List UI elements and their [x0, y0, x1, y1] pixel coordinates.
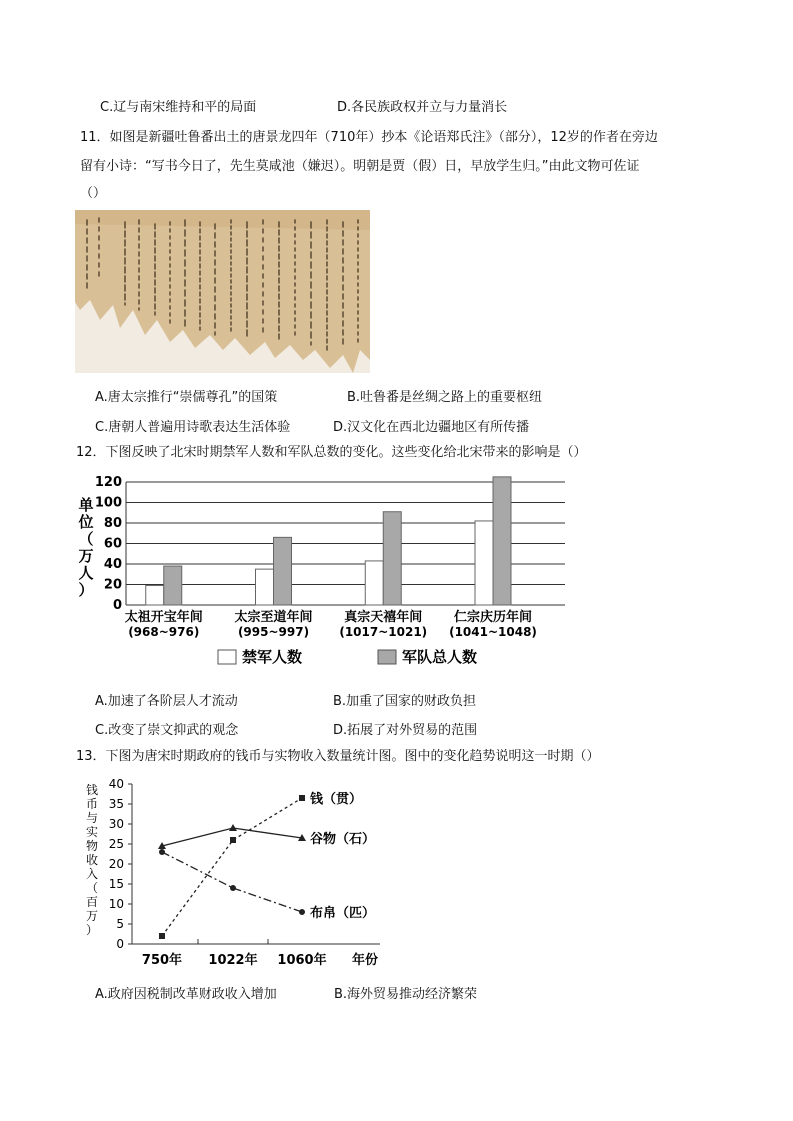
bar-y-tick-label: 80 [103, 516, 122, 531]
bar-total [383, 512, 401, 605]
q11-stem-line1: 11．如图是新疆吐鲁番出土的唐景龙四年（710年）抄本《论语郑氏注》（部分），12岁的作者在旁边 [80, 130, 658, 145]
option-c-prev: C.辽与南宋维持和平的局面 [100, 100, 257, 115]
bar-y-tick-label: 40 [103, 557, 122, 572]
line-series-0 [162, 798, 302, 936]
line-series-2 [162, 852, 302, 912]
bar-y-axis-title-char: ） [78, 581, 94, 599]
bar-jinjun [146, 586, 164, 605]
q11-stem-line2: 留有小诗：“写书今日了，先生莫咸池（嫌迟）。明朝是贾（假）日，早放学生归。”由此文物可佐证 [80, 159, 640, 174]
q12-option-c: C.改变了崇文抑武的观念 [95, 723, 239, 738]
line-point-square [159, 933, 165, 939]
bar-category-label: 真宗天禧年间 [344, 610, 423, 625]
bar-category-label: 太宗至道年间 [234, 610, 313, 625]
line-x-axis-title: 年份 [352, 953, 379, 968]
bar-jinjun [475, 521, 493, 605]
q13-stem: 13．下图为唐宋时期政府的钱币与实物收入数量统计图。图中的变化趋势说明这一时期（） [76, 749, 600, 764]
manuscript-image [75, 210, 370, 373]
line-y-axis-title-char: 物 [85, 839, 99, 853]
line-y-tick-label: 35 [108, 797, 124, 811]
bar-category-years: (1041~1048) [449, 625, 537, 639]
line-y-axis-title-char: 钱 [85, 783, 99, 797]
q11-option-c: C.唐朝人普遍用诗歌表达生活体验 [95, 420, 291, 435]
line-y-axis-title-char: 实 [85, 825, 99, 839]
bar-y-tick-label: 120 [94, 475, 122, 490]
line-x-tick-label: 1060年 [277, 953, 327, 968]
line-series-label: 谷物（石） [310, 832, 376, 847]
line-point-circle [299, 909, 305, 915]
bar-y-axis-title-char: （ [78, 530, 94, 548]
line-x-tick-label: 750年 [141, 953, 183, 968]
line-y-axis-title-char: ） [85, 923, 99, 937]
q11-stem-line3: （） [80, 186, 107, 201]
line-y-axis-title-char: 币 [85, 797, 99, 811]
q12-option-b: B.加重了国家的财政负担 [333, 694, 477, 709]
line-point-circle [159, 849, 165, 855]
bar-jinjun [256, 569, 274, 605]
option-d-prev: D.各民族政权并立与力量消长 [337, 100, 508, 115]
line-y-axis-title-char: 收 [85, 853, 99, 867]
q11-option-a: A.唐太宗推行“崇儒尊孔”的国策 [95, 390, 278, 405]
bar-category-label: 太祖开宝年间 [124, 610, 203, 625]
q12-stem: 12．下图反映了北宋时期禁军人数和军队总数的变化。这些变化给北宋带来的影响是（） [76, 445, 587, 460]
line-point-square [230, 837, 236, 843]
bar-y-tick-label: 60 [103, 536, 122, 552]
q12-option-d: D.拓展了对外贸易的范围 [333, 723, 478, 738]
q13-option-b: B.海外贸易推动经济繁荣 [334, 987, 478, 1002]
line-y-tick-label: 25 [108, 837, 124, 851]
line-point-circle [230, 885, 236, 891]
line-y-axis-title-char: 百 [85, 895, 99, 909]
line-y-tick-label: 0 [116, 937, 124, 951]
q13-option-a: A.政府因税制改革财政收入增加 [95, 987, 277, 1002]
bar-y-axis-title-char: 人 [78, 564, 94, 582]
line-y-axis-title-char: 与 [85, 811, 99, 825]
legend-label-total: 军队总人数 [402, 648, 478, 666]
bar-y-axis-title-char: 位 [78, 513, 94, 531]
line-y-tick-label: 15 [108, 877, 124, 891]
line-y-tick-label: 10 [108, 897, 124, 911]
line-series-label: 钱（贯） [310, 792, 363, 807]
bar-jinjun [365, 561, 383, 605]
line-series-label: 布帛（匹） [310, 906, 376, 921]
bar-total [274, 537, 292, 605]
line-y-tick-label: 30 [108, 817, 124, 831]
line-point-triangle [229, 824, 237, 831]
line-y-axis-title-char: （ [85, 881, 99, 895]
bar-y-axis-title-char: 万 [78, 547, 94, 565]
line-y-axis-title-char: 万 [85, 909, 99, 923]
legend-label-jinjun: 禁军人数 [242, 648, 303, 666]
q11-option-b: B.吐鲁番是丝绸之路上的重要枢纽 [347, 390, 543, 405]
line-y-tick-label: 5 [116, 917, 124, 931]
line-point-square [299, 795, 305, 801]
line-chart [80, 772, 440, 972]
bar-y-tick-label: 0 [112, 598, 122, 613]
line-y-tick-label: 20 [108, 857, 124, 871]
legend-swatch-total [378, 650, 396, 664]
bar-category-years: (1017~1021) [339, 625, 428, 639]
line-x-tick-label: 1022年 [208, 953, 258, 968]
bar-y-axis-title-char: 单 [78, 496, 94, 514]
line-y-tick-label: 40 [108, 777, 124, 791]
bar-total [493, 477, 511, 605]
bar-category-label: 仁宗庆历年间 [453, 610, 533, 625]
bar-total [164, 566, 182, 605]
bar-y-tick-label: 100 [94, 495, 122, 511]
line-y-axis-title-char: 入 [85, 867, 99, 881]
bar-chart [70, 470, 570, 670]
bar-category-years: (995~997) [237, 625, 310, 639]
bar-category-years: (968~976) [128, 625, 200, 639]
q11-option-d: D.汉文化在西北边疆地区有所传播 [333, 420, 530, 435]
bar-y-tick-label: 20 [103, 577, 122, 593]
legend-swatch-jinjun [218, 650, 236, 664]
q12-option-a: A.加速了各阶层人才流动 [95, 694, 238, 709]
